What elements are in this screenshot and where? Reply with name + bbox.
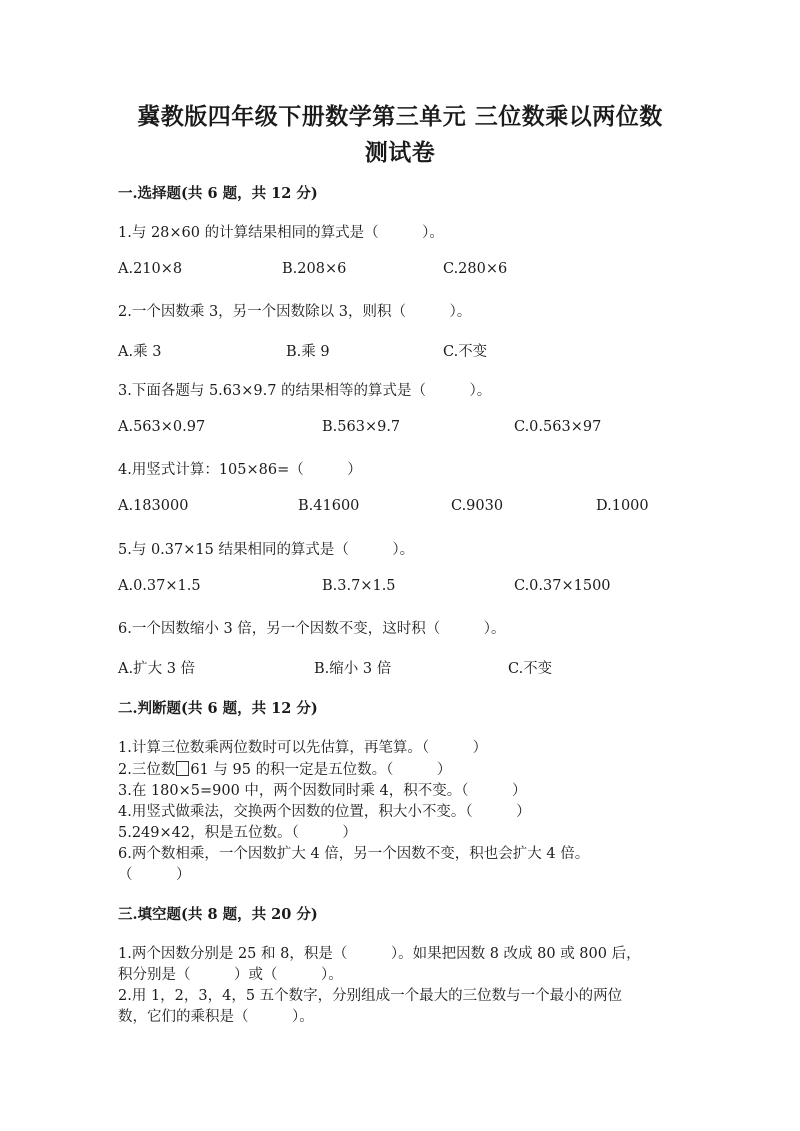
question-3: 3.下面各题与 5.63×9.7 的结果相等的算式是（ ）。 bbox=[118, 383, 492, 399]
q4-option-b: B.41600 bbox=[298, 498, 360, 514]
question-4: 4.用竖式计算：105×86=（ ） bbox=[118, 462, 362, 478]
judge-item-2-prefix: 2.三位数 bbox=[118, 762, 176, 778]
q5-option-c: C.0.37×1500 bbox=[514, 578, 611, 594]
fill-item-2: 2.用 1，2，3，4，5 五个数字，分别组成一个最大的三位数与一个最小的两位 bbox=[118, 988, 623, 1004]
q6-option-a: A.扩大 3 倍 bbox=[118, 661, 196, 677]
section-heading-choice: 一.选择题(共 6 题，共 12 分) bbox=[118, 185, 318, 202]
page-title: 冀教版四年级下册数学第三单元 三位数乘以两位数 bbox=[137, 103, 663, 130]
q1-option-a: A.210×8 bbox=[118, 261, 183, 277]
judge-item-6-cont: （ ） bbox=[118, 867, 191, 883]
question-6: 6.一个因数缩小 3 倍，另一个因数不变，这时积（ ）。 bbox=[118, 621, 506, 637]
section-heading-fill: 三.填空题(共 8 题，共 20 分) bbox=[118, 906, 318, 923]
q4-option-d: D.1000 bbox=[596, 498, 649, 514]
judge-item-4: 4.用竖式做乘法，交换两个因数的位置，积大小不变。（ ） bbox=[118, 804, 531, 820]
fill-item-2-cont: 数，它们的乘积是（ ）。 bbox=[118, 1009, 314, 1025]
fill-item-1-cont: 积分别是（ ）或（ ）。 bbox=[118, 967, 343, 983]
blank-box-icon bbox=[176, 761, 189, 776]
q2-option-b: B.乘 9 bbox=[286, 344, 330, 360]
q2-option-a: A.乘 3 bbox=[118, 344, 162, 360]
judge-item-2 bbox=[118, 758, 451, 779]
q4-option-c: C.9030 bbox=[451, 498, 504, 514]
question-1: 1.与 28×60 的计算结果相同的算式是（ ）。 bbox=[118, 225, 444, 241]
judge-item-1: 1.计算三位数乘两位数时可以先估算，再笔算。（ ） bbox=[118, 740, 488, 756]
q3-option-a: A.563×0.97 bbox=[118, 419, 206, 435]
q4-option-a: A.183000 bbox=[118, 498, 189, 514]
question-2: 2.一个因数乘 3，另一个因数除以 3，则积（ ）。 bbox=[118, 304, 472, 320]
judge-item-2-rest: 61 与 95 的积一定是五位数。（ ） bbox=[190, 762, 452, 778]
q6-option-c: C.不变 bbox=[508, 661, 553, 677]
q3-option-c: C.0.563×97 bbox=[514, 419, 602, 435]
judge-item-6: 6.两个数相乘，一个因数扩大 4 倍，另一个因数不变，积也会扩大 4 倍。 bbox=[118, 846, 590, 862]
q3-option-b: B.563×9.7 bbox=[322, 419, 401, 435]
judge-item-5: 5.249×42，积是五位数。（ ） bbox=[118, 825, 357, 841]
q5-option-a: A.0.37×1.5 bbox=[118, 578, 201, 594]
q6-option-b: B.缩小 3 倍 bbox=[314, 661, 392, 677]
question-5: 5.与 0.37×15 结果相同的算式是（ ）。 bbox=[118, 542, 415, 558]
judge-item-3: 3.在 180×5=900 中，两个因数同时乘 4，积不变。（ ） bbox=[118, 783, 527, 799]
fill-item-1: 1.两个因数分别是 25 和 8，积是（ ）。如果把因数 8 改成 80 或 800 后， bbox=[118, 946, 641, 962]
page-title-line2: 测试卷 bbox=[364, 139, 436, 166]
q1-option-b: B.208×6 bbox=[282, 261, 347, 277]
section-heading-judge: 二.判断题(共 6 题，共 12 分) bbox=[118, 700, 318, 717]
q2-option-c: C.不变 bbox=[443, 344, 488, 360]
q1-option-c: C.280×6 bbox=[443, 261, 508, 277]
q5-option-b: B.3.7×1.5 bbox=[322, 578, 396, 594]
